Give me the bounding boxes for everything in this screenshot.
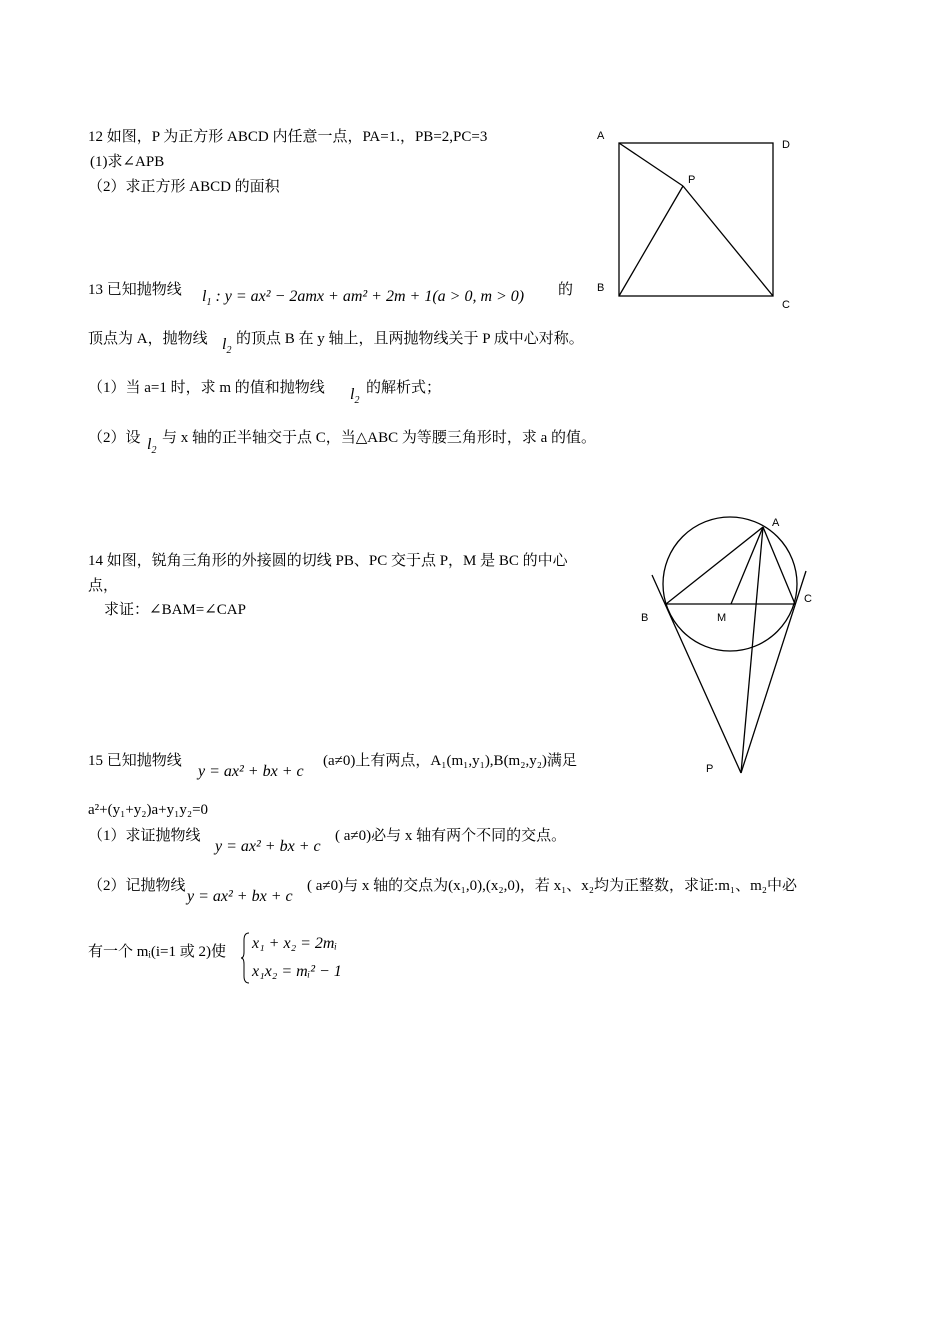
p13-q2-a: （2）设 [88,430,141,446]
p13-q1-a: （1）当 a=1 时，求 m 的值和抛物线 [88,380,325,396]
p13-suffix: 的 [558,282,574,298]
label-m: M [717,612,727,624]
p13-curve1-equation [202,287,524,313]
curve1-expression: : y = ax² − 2amx + am² + 2m + 1(a > 0, m > 0) [211,288,525,305]
p13-curve2-symbol [222,335,231,361]
p15-q1-b: ( a≠0)必与 x 轴有两个不同的交点。 [335,828,567,844]
p15-prefix: 15 已知抛物线 [88,753,182,769]
p15-q2-a: （2）记抛物线 [88,878,186,894]
p13-line2-b: 的顶点 B 在 y 轴上，且两抛物线关于 P 成中心对称。 [236,331,584,347]
p13-line2-a: 顶点为 A，抛物线 [88,331,208,347]
curve2-name: l [147,436,152,453]
p15-q1-a: （1）求证抛物线 [88,828,201,844]
p12-question-1: (1)求∠APB [90,154,165,170]
segment-am [731,527,763,604]
p13-q1-curve2-symbol [350,385,359,411]
p15-parabola-equation: y = ax² + bx + c [198,763,304,780]
p14-circle-figure [630,505,830,785]
label-c: C [782,299,790,311]
tangent-pc [741,571,806,773]
system-brace [241,932,251,984]
circumcircle [663,517,797,651]
p13-q1-b: 的解析式； [366,380,442,396]
tangent-pb [652,575,741,773]
p15-condition: a²+(y₁+y₂)a+y₁y₂=0 [88,802,209,818]
curve2-name: l [350,386,355,403]
p14-proof-statement: 求证：∠BAM=∠CAP [104,602,246,618]
label-b: B [597,282,605,294]
curve2-subscript: 2 [151,445,157,457]
p14-stem-line1: 14 如图，锐角三角形的外接圆的切线 PB、PC 交于点 P，M 是 BC 的中心 [88,553,568,569]
p15-q1-equation: y = ax² + bx + c [215,838,321,855]
curve1-subscript: 1 [206,297,212,309]
label-p: P [706,763,714,775]
p15-line1-suffix: (a≠0)上有两点，A₁(m₁,y₁),B(m₂,y₂)满足 [323,753,577,769]
p13-prefix: 13 已知抛物线 [88,282,182,298]
curve1-name: l [202,288,207,305]
system-equation-1: x₁ + x₂ = 2mᵢ [252,935,338,952]
label-a: A [597,130,605,142]
curve2-subscript: 2 [354,395,360,407]
system-equation-2: x₁x₂ = mᵢ² − 1 [252,963,342,980]
p15-q2-equation: y = ax² + bx + c [187,888,293,905]
p15-q2-b: ( a≠0)与 x 轴的交点为(x₁,0),(x₂,0)，若 x₁、x₂均为正整数，求证:m₁、m₂中必 [307,878,797,894]
p13-q2-curve2-symbol [147,435,156,461]
label-c: C [804,593,812,605]
p12-question-2: （2）求正方形 ABCD 的面积 [88,179,280,195]
curve2-name: l [222,336,227,353]
label-d: D [782,139,790,151]
p14-stem-line2: 点， [88,578,119,594]
segment-pa [619,143,683,186]
segment-pc [683,186,773,296]
label-a: A [772,517,780,529]
p12-square-figure [590,125,810,315]
p15-q3-a: 有一个 mᵢ(i=1 或 2)使 [88,944,226,960]
square-abcd [619,143,773,296]
segment-pb [619,186,683,296]
p13-q2-b: 与 x 轴的正半轴交于点 C，当△ABC 为等腰三角形时，求 a 的值。 [162,430,597,446]
label-p: P [688,174,696,186]
p12-stem: 12 如图，P 为正方形 ABCD 内任意一点，PA=1.，PB=2,PC=3 [88,129,488,145]
label-b: B [641,612,649,624]
curve2-subscript: 2 [226,345,232,357]
